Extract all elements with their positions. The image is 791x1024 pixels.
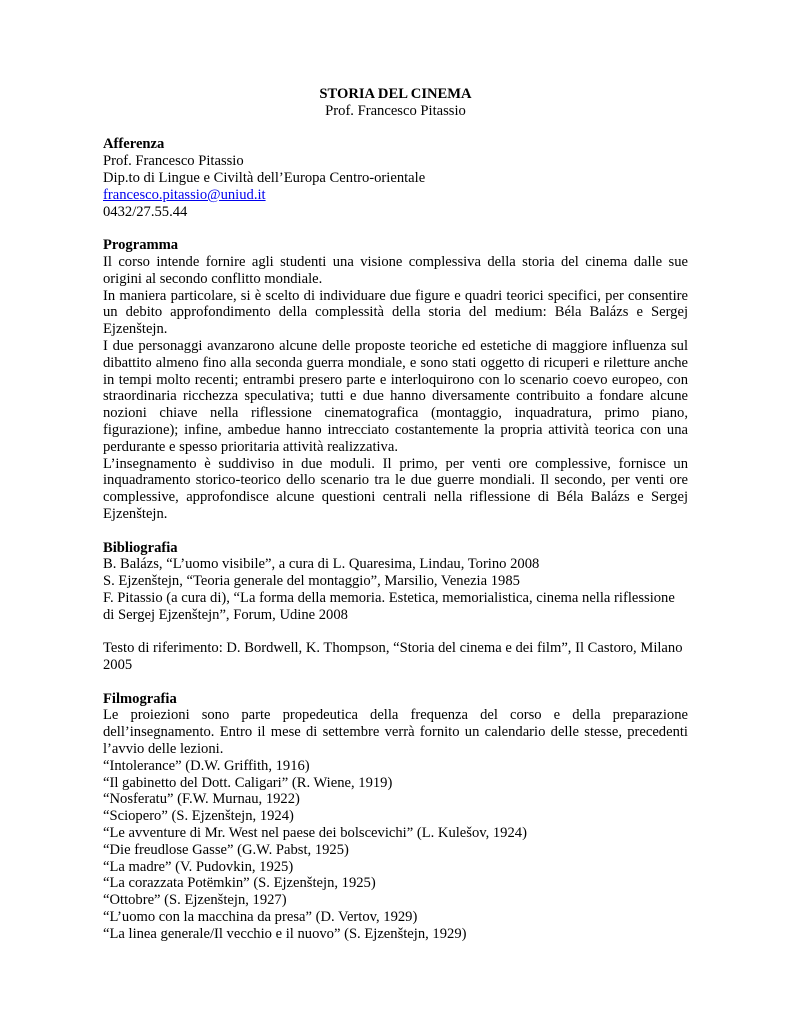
film-item: “La corazzata Potëmkin” (S. Ejzenštejn, 1925)	[103, 875, 376, 892]
programma-paragraph: Il corso intende fornire agli studenti una visione complessiva della storia del cinema dalle sue origini al secondo conflitto mondiale.	[103, 253, 688, 287]
film-item: “La madre” (V. Pudovkin, 1925)	[103, 858, 294, 875]
bibliografia-heading: Bibliografia	[103, 539, 178, 556]
section-programma	[103, 237, 688, 523]
programma-paragraph: L’insegnamento è suddiviso in due moduli. Il primo, per venti ore complessive, fornisce un inquadramento storico-teorico dello scenario tra le due guerre mondiali. Il secondo, per venti ore complessive, approfondisce alcune questioni centrali nella riflessione di Béla Balázs e Sergej Ejzenštejn.	[103, 455, 688, 522]
film-item: “Il gabinetto del Dott. Caligari” (R. Wiene, 1919)	[103, 774, 393, 791]
section-bibliografia	[103, 540, 688, 674]
reference-text: Testo di riferimento: D. Bordwell, K. Thompson, “Storia del cinema e dei film”, Il Castoro, Milano 2005	[103, 640, 683, 674]
document-header	[103, 86, 688, 120]
bibliography-item: S. Ejzenštejn, “Teoria generale del montaggio”, Marsilio, Venezia 1985	[103, 573, 520, 590]
professor-name: Prof. Francesco Pitassio	[103, 153, 244, 170]
department: Dip.to di Lingue e Civiltà dell’Europa Centro-orientale	[103, 169, 426, 186]
bibliography-item: F. Pitassio (a cura di), “La forma della memoria. Estetica, memorialistica, cinema nella riflessione di Sergej Ejzenštejn”, Forum, Udine 2008	[103, 589, 675, 623]
programma-paragraph: In maniera particolare, si è scelto di individuare due figure e quadri teorici specifici, per consentire un debito approfondimento della complessità della storia del medium: Béla Balázs e Sergej Ejzenštejn.	[103, 287, 688, 338]
film-item: “Le avventure di Mr. West nel paese dei bolscevichi” (L. Kulešov, 1924)	[103, 825, 527, 842]
afferenza-heading: Afferenza	[103, 136, 165, 153]
section-filmografia	[103, 691, 688, 943]
professor-subtitle: Prof. Francesco Pitassio	[325, 102, 466, 119]
filmografia-intro: Le proiezioni sono parte propedeutica della frequenza del corso e della preparazione dell’insegnamento. Entro il mese di settembre verrà fornito un calendario delle stesse, precedenti l’avvio delle lezioni.	[103, 707, 688, 758]
course-title: STORIA DEL CINEMA	[319, 86, 472, 102]
film-item: “Sciopero” (S. Ejzenštejn, 1924)	[103, 808, 294, 825]
filmografia-heading: Filmografia	[103, 690, 177, 707]
programma-paragraph: I due personaggi avanzarono alcune delle proposte teoriche ed estetiche di maggiore influenza sul dibattito almeno fino alla seconda guerra mondiale, e sono stati oggetto di ricuperi e riletture anche in tempi molto recenti; entrambi presero parte e interloquirono con lo scenario coevo europeo, con straordinaria ricchezza speculativa; tutti e due hanno diversamente contribuito a fondare alcune nozioni chiave nella riflessione cinematografica (montaggio, inquadratura, primo piano, figurazione); infine, ambedue hanno intrecciato costantemente la propria attività teorica con una perdurante e spesso prioritaria attività realizzativa.	[103, 337, 688, 455]
programma-heading: Programma	[103, 237, 179, 254]
document-body	[103, 86, 688, 943]
film-item: “La linea generale/Il vecchio e il nuovo” (S. Ejzenštejn, 1929)	[103, 925, 467, 942]
phone-number: 0432/27.55.44	[103, 203, 188, 220]
bibliography-item: B. Balázs, “L’uomo visibile”, a cura di L. Quaresima, Lindau, Torino 2008	[103, 556, 540, 573]
film-item: “Die freudlose Gasse” (G.W. Pabst, 1925)	[103, 841, 349, 858]
film-item: “Intolerance” (D.W. Griffith, 1916)	[103, 757, 310, 774]
film-item: “Nosferatu” (F.W. Murnau, 1922)	[103, 791, 300, 808]
section-afferenza	[103, 136, 688, 220]
film-item: “Ottobre” (S. Ejzenštejn, 1927)	[103, 892, 287, 909]
film-list	[103, 758, 688, 943]
email-link[interactable]: francesco.pitassio@uniud.it	[103, 186, 266, 203]
film-item: “L’uomo con la macchina da presa” (D. Vertov, 1929)	[103, 909, 418, 926]
